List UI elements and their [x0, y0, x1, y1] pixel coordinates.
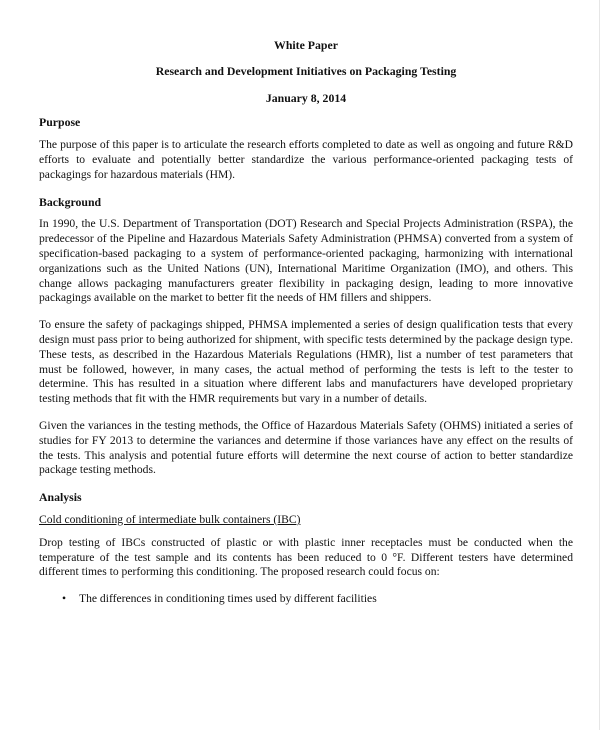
- background-heading: Background: [39, 194, 102, 209]
- purpose-heading: Purpose: [39, 115, 81, 130]
- analysis-heading: Analysis: [39, 490, 82, 505]
- list-item: [62, 592, 573, 607]
- document-subtitle: Research and Development Initiatives on Packaging Testing: [155, 63, 457, 78]
- document-date: January 8, 2014: [265, 90, 347, 105]
- analysis-bullet-list: [39, 592, 573, 607]
- background-paragraph-1: In 1990, the U.S. Department of Transportation (DOT) Research and Special Projects Administration (RSPA), the predecessor of the Pipeline and Hazardous Materials Safety Administration (PHMSA) converted from a system of specification-based packaging to a system of performance-oriented packaging, harmonizing with international organizations such as the United Nations (UN), International Maritime Organization (IMO), and others. This change allows packaging manufacturers greater flexibility in packaging design, leading to more innovative packagings available on the market to better fit the needs of HM fillers and shippers.: [39, 217, 573, 305]
- purpose-paragraph: The purpose of this paper is to articulate the research efforts completed to date as well as ongoing and future R&D efforts to evaluate and potentially better standardize the various performance-oriented packaging tests of packagings for hazardous materials (HM).: [39, 138, 573, 181]
- bullet-icon: •: [62, 592, 67, 606]
- analysis-subheading: Cold conditioning of intermediate bulk containers (IBC): [39, 512, 301, 526]
- list-item-text: The differences in conditioning times used by different facilities: [79, 592, 377, 606]
- analysis-paragraph: Drop testing of IBCs constructed of plastic or with plastic inner receptacles must be conducted when the temperature of the test sample and its contents has been reduced to 0 °F. Different testers have determined different times to performing this conditioning. The proposed research could focus on:: [39, 535, 573, 579]
- background-paragraph-2: To ensure the safety of packagings shipped, PHMSA implemented a series of design qualification tests that every design must pass prior to being authorized for shipment, with specific tests determined by the package design type. These tests, as described in the Hazardous Materials Regulations (HMR), list a number of test parameters that must be followed, however, in many cases, the actual method of performing the tests is left to the tester to determine. This has resulted in a situation where different labs and manufacturers have developed proprietary testing methods that fit with the HMR requirements but vary in a number of details.: [39, 318, 573, 406]
- background-paragraph-3: Given the variances in the testing methods, the Office of Hazardous Materials Safety (OHMS) initiated a series of studies for FY 2013 to determine the variances and determine if those variances have any effect on the results of the tests. This analysis and potential future efforts will determine the next course of action to better standardize package testing methods.: [39, 418, 573, 477]
- document-title: White Paper: [274, 38, 338, 52]
